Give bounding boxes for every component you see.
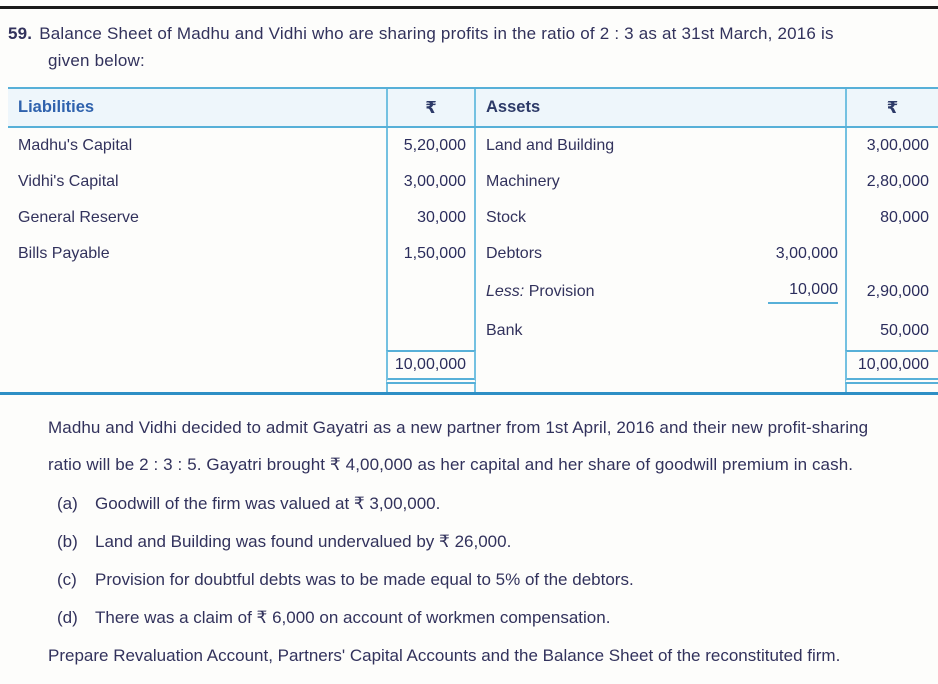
closing-instruction: Prepare Revaluation Account, Partners' Capital Accounts and the Balance Sheet of the reconstituted firm. [48,646,841,665]
asset-amount: 3,00,000 [845,128,938,164]
liability-label: Vidhi's Capital [18,173,119,190]
liability-amount [386,312,476,350]
asset-label: Machinery [486,173,560,190]
liability-amount: 5,20,000 [386,128,476,164]
liability-label: Bills Payable [18,245,110,262]
list-item-marker: (b) [57,532,78,551]
liability-amount [386,272,476,312]
asset-label: Land and Building [486,137,615,154]
table-row [8,312,938,350]
assets-column-header: Assets [486,98,541,116]
liability-amount: 30,000 [386,200,476,236]
asset-amount: 80,000 [845,200,938,236]
asset-amount: 50,000 [845,312,938,350]
liabilities-total: 10,00,000 [386,350,476,384]
asset-label: Debtors [486,245,543,262]
asset-label-text: Provision [528,283,595,300]
asset-amount [845,236,938,272]
table-header-row [8,89,938,128]
narrative-line2: ratio will be 2 : 3 : 5. Gayatri brought ₹ 4,00,000 as her capital and her share of goodwill premium in cash. [48,455,854,474]
problem-intro-line1 [8,20,934,47]
list-item [57,606,938,630]
asset-sub-amount: 3,00,000 [775,245,838,262]
table-filler-row [8,384,938,392]
table-row [8,164,938,200]
list-item [57,530,938,554]
balance-sheet-table [8,87,938,392]
list-item-text: Land and Building was found undervalued by ₹ 26,000. [95,532,512,551]
list-item-text: There was a claim of ₹ 6,000 on account of workmen compensation. [95,608,611,627]
table-bottom-rule [0,392,938,395]
liability-label [8,312,386,350]
liability-label: Madhu's Capital [18,137,133,154]
asset-label [486,283,595,301]
narrative-paragraph [48,409,938,483]
assets-total: 10,00,000 [845,350,938,384]
problem-intro-line2: given below: [48,51,145,70]
liability-label: General Reserve [18,209,139,226]
table-row [8,128,938,164]
asset-label: Bank [486,322,523,339]
problem-statement [8,20,934,74]
asset-sub-amount: 10,000 [768,281,838,304]
list-item-marker: (a) [57,494,78,513]
problem-intro-text: Balance Sheet of Madhu and Vidhi who are sharing profits in the ratio of 2 : 3 as at 31st March, 2016 is [39,24,834,43]
table-row [8,200,938,236]
liabilities-column-header: Liabilities [18,98,95,116]
list-item-text: Provision for doubtful debts was to be made equal to 5% of the debtors. [95,570,634,589]
list-item [57,492,938,516]
asset-amount: 2,80,000 [845,164,938,200]
liability-amount: 3,00,000 [386,164,476,200]
narrative-line1: Madhu and Vidhi decided to admit Gayatri as a new partner from 1st April, 2016 and their new profit-sharing [48,418,869,437]
asset-amount: 2,90,000 [845,272,938,312]
list-item [57,568,938,592]
list-item-text: Goodwill of the firm was valued at ₹ 3,00,000. [95,494,441,513]
less-prefix: Less: [486,283,525,300]
table-totals-row [8,350,938,384]
conditions-list [57,492,938,630]
problem-number: 59. [8,24,33,43]
table-row [8,272,938,312]
asset-label: Stock [486,209,527,226]
table-row [8,236,938,272]
liability-amount: 1,50,000 [386,236,476,272]
list-item-marker: (c) [57,570,77,589]
liabilities-rupee-symbol-header: ₹ [386,89,476,126]
assets-rupee-symbol-header: ₹ [845,89,938,126]
page-top-rule [0,6,938,9]
list-item-marker: (d) [57,608,78,627]
liability-label [8,272,386,312]
